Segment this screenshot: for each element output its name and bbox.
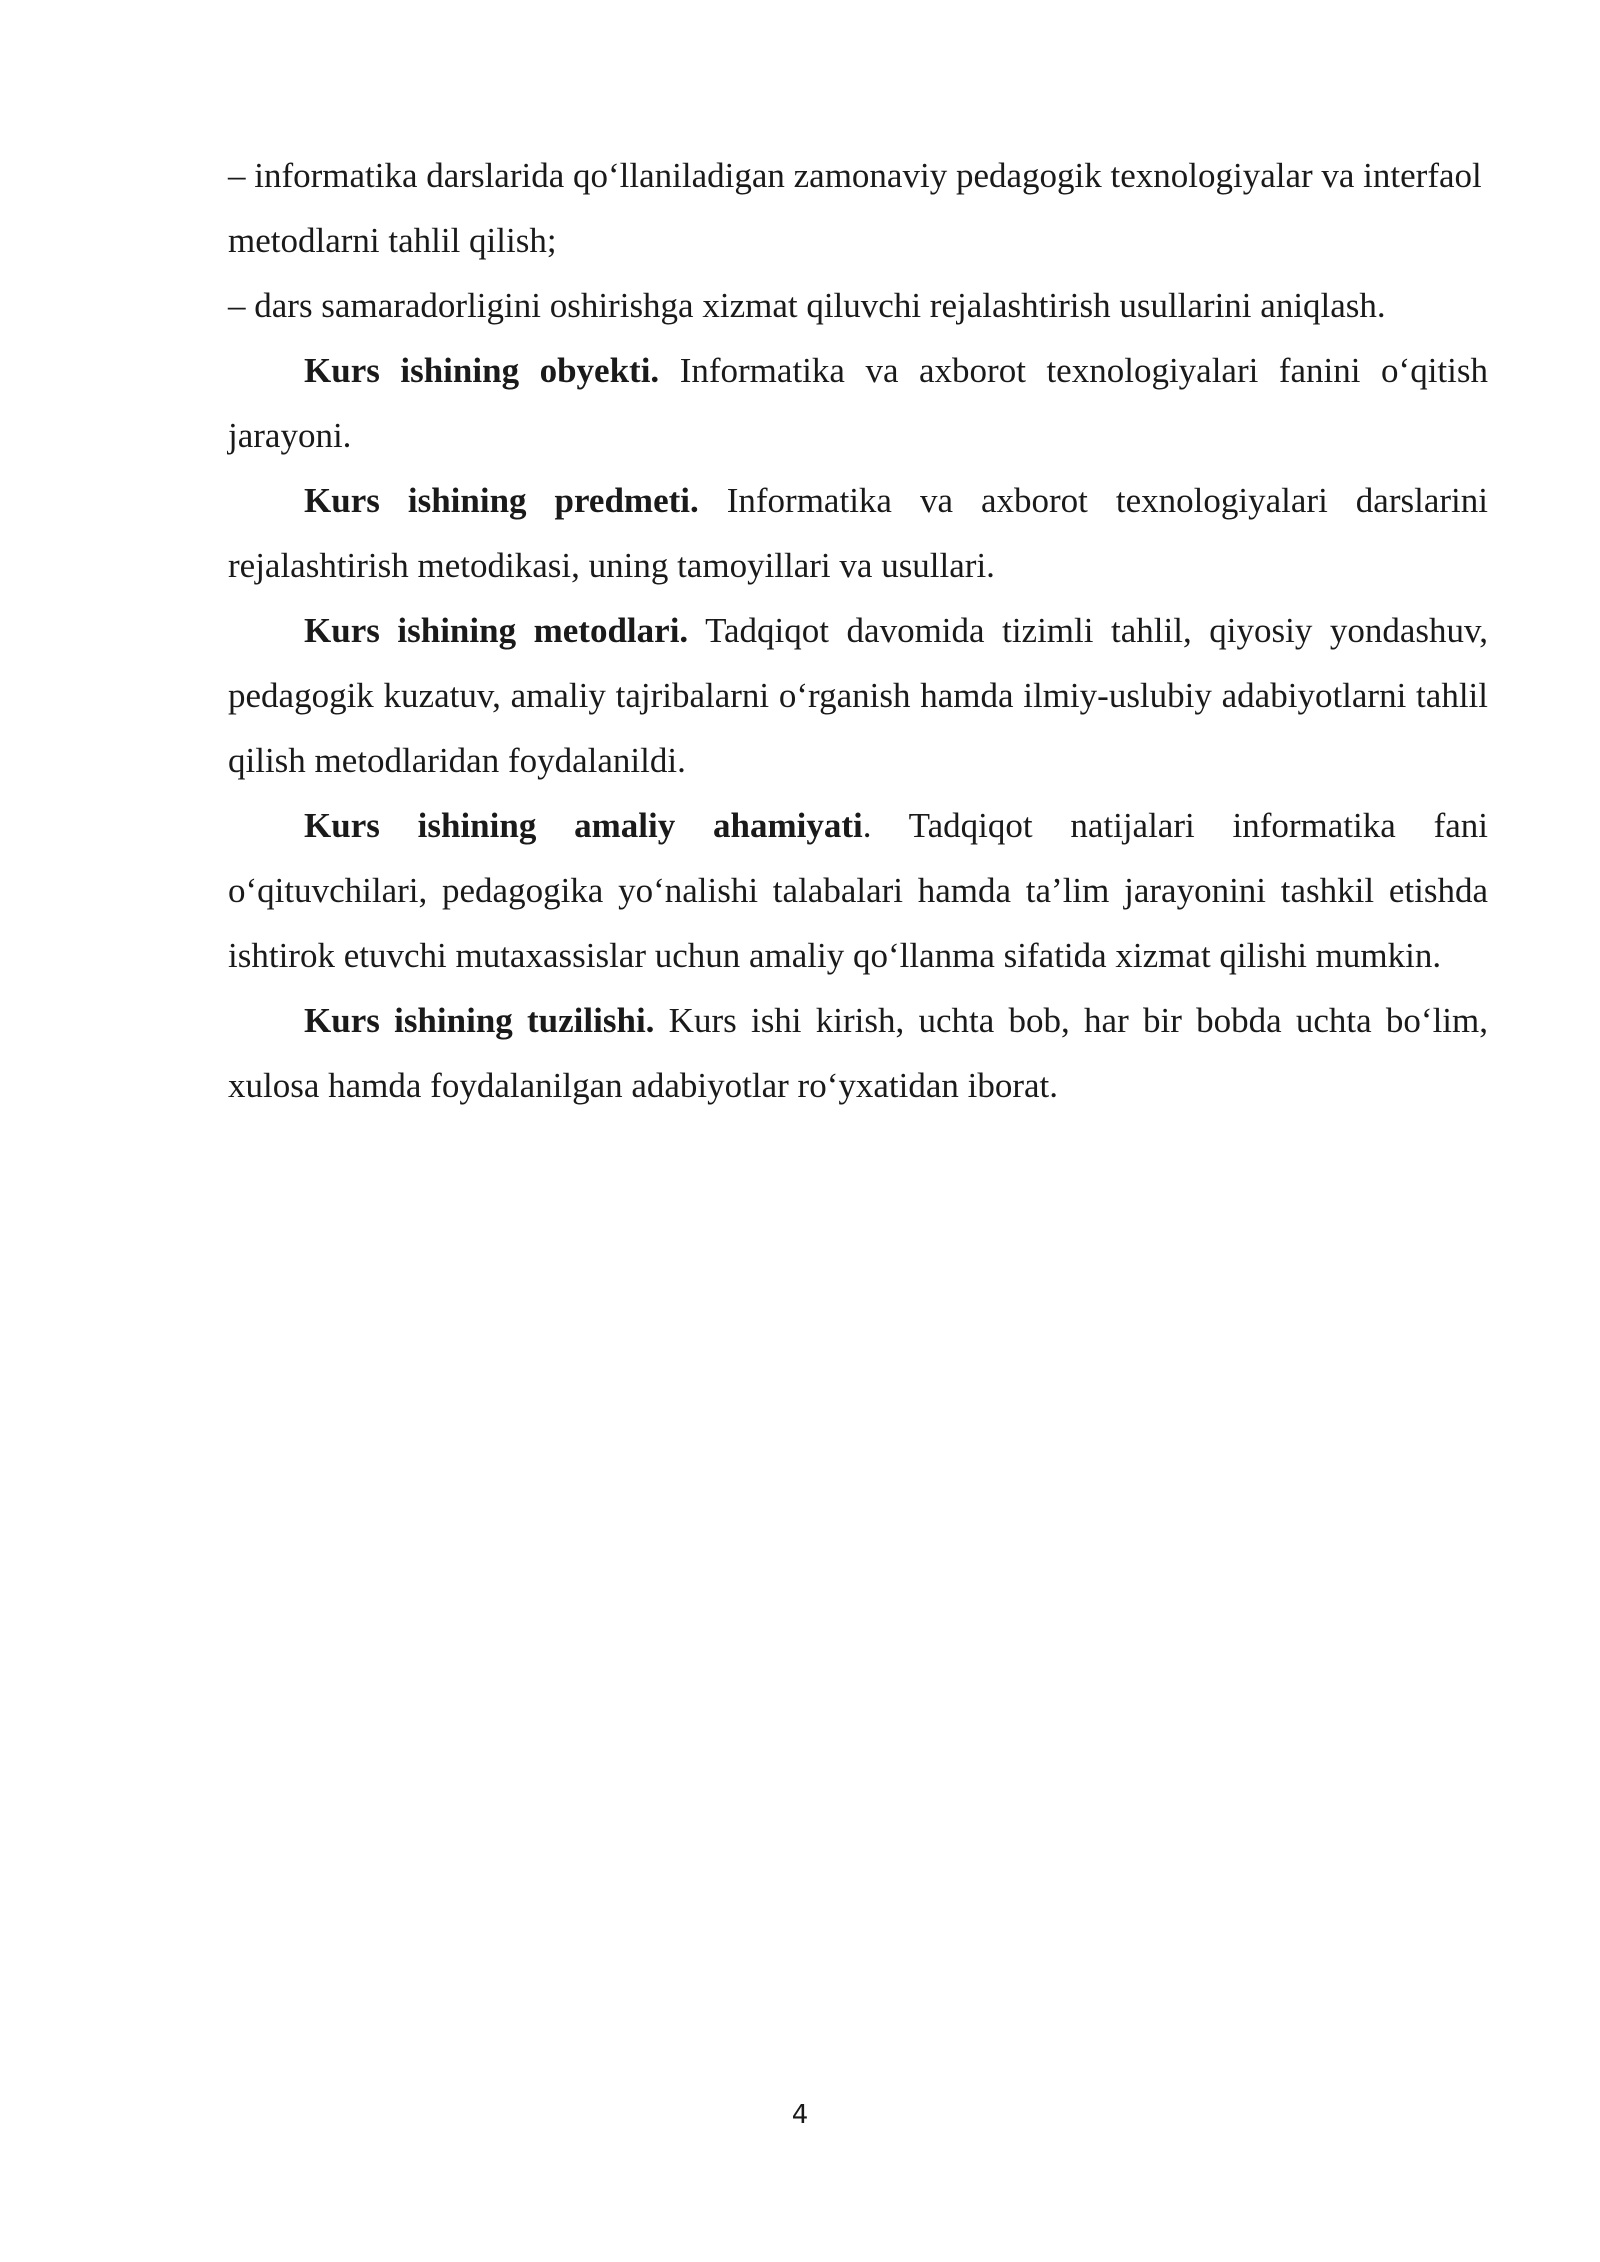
paragraph-subject xyxy=(228,468,1488,598)
paragraph-heading: Kurs ishining predmeti. xyxy=(304,481,699,520)
paragraph-text: . Tadqiqot natijalari informatika fani o‘qituvchilari, pedagogika yo‘nalishi talabalari hamda ta’lim jarayonini tashkil etishda ishtirok etuvchi mutaxassislar uchun amaliy qo‘llanma sifatida xizmat qilishi mumkin. xyxy=(228,806,1488,975)
bullet-item: – dars samaradorligini oshirishga xizmat qiluvchi rejalashtirish usullarini aniqlash. xyxy=(228,286,1386,325)
paragraph-significance xyxy=(228,793,1488,988)
page-body xyxy=(228,143,1488,1118)
paragraph-heading: Kurs ishining obyekti. xyxy=(304,351,660,390)
paragraph-methods xyxy=(228,598,1488,793)
paragraph-text: Kurs ishi kirish, uchta bob, har bir bobda uchta bo‘lim, xulosa hamda foydalanilgan adabiyotlar ro‘yxatidan iborat. xyxy=(228,1001,1488,1105)
paragraph-text: Informatika va axborot texnologiyalari darslarini rejalashtirish metodikasi, uning tamoyillari va usullari. xyxy=(228,481,1488,585)
paragraph-text: Informatika va axborot texnologiyalari fanini o‘qitish jarayoni. xyxy=(228,351,1488,455)
bullet-item: – informatika darslarida qo‘llaniladigan zamonaviy pedagogik texnologiyalar va interfaol metodlarni tahlil qilish; xyxy=(228,156,1482,260)
paragraph-heading: Kurs ishining amaliy ahamiyati xyxy=(304,806,863,845)
paragraph-heading: Kurs ishining tuzilishi. xyxy=(304,1001,655,1040)
paragraph-structure xyxy=(228,988,1488,1118)
paragraph-object xyxy=(228,338,1488,468)
paragraph-text: Tadqiqot davomida tizimli tahlil, qiyosiy yondashuv, pedagogik kuzatuv, amaliy tajribalarni o‘rganish hamda ilmiy-uslubiy adabiyotlarni tahlil qilish metodlaridan foydalanildi. xyxy=(228,611,1488,780)
page-number: 4 xyxy=(791,2100,809,2130)
paragraph-heading: Kurs ishining metodlari. xyxy=(304,611,689,650)
